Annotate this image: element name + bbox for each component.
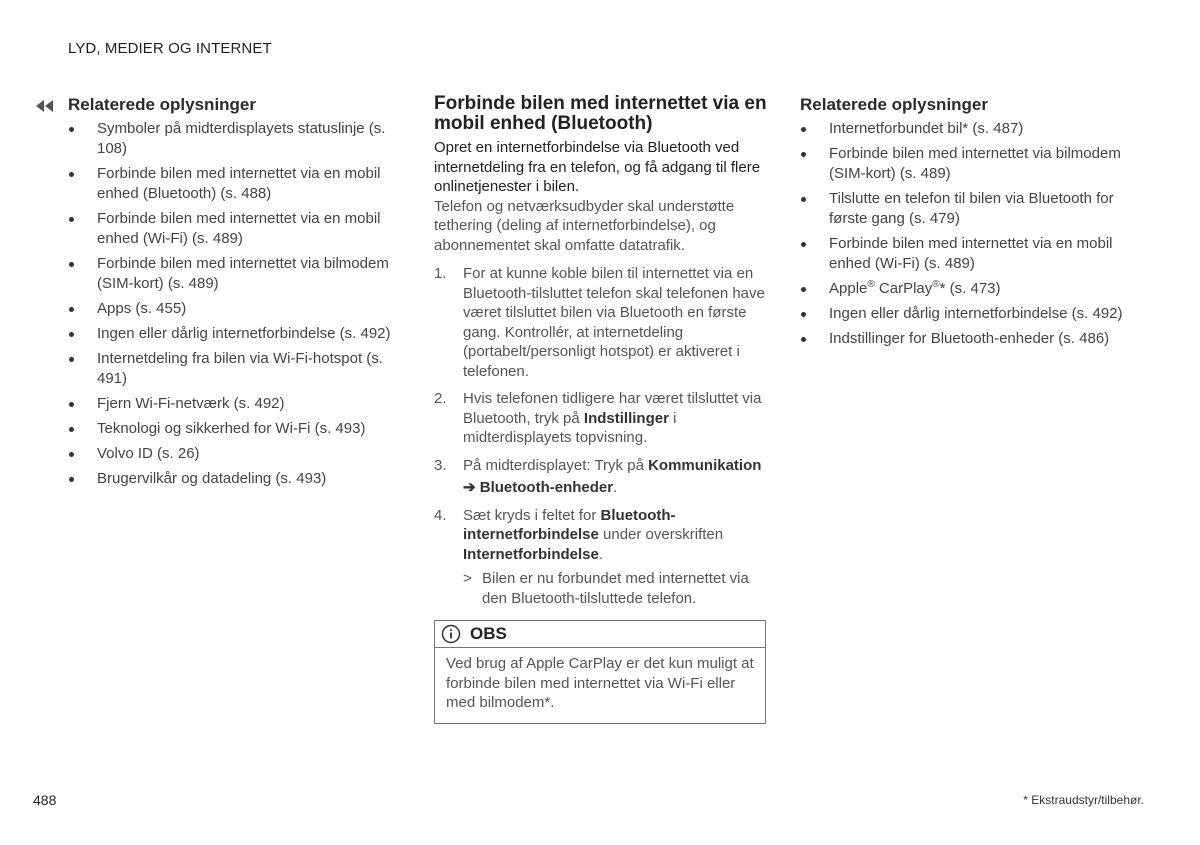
bullet-icon xyxy=(69,172,74,177)
list-item[interactable]: Forbinde bilen med internettet via en mobil enhed (Wi-Fi) (s. 489) xyxy=(800,234,1135,274)
list-item[interactable]: Forbinde bilen med internettet via en mobil enhed (Wi-Fi) (s. 489) xyxy=(68,209,403,249)
note-header xyxy=(435,621,765,648)
list-item[interactable]: Ingen eller dårlig internetforbindelse (s. 492) xyxy=(800,304,1135,324)
article-title: Forbinde bilen med internettet via en mobil enhed (Bluetooth) xyxy=(434,93,767,134)
bullet-icon xyxy=(801,287,806,292)
note-title: OBS xyxy=(470,624,507,643)
list-item[interactable]: Indstillinger for Bluetooth-enheder (s. 486) xyxy=(800,329,1135,349)
list-item[interactable]: Apple® CarPlay®* (s. 473) xyxy=(800,279,1135,299)
bullet-icon xyxy=(69,127,74,132)
list-item[interactable]: Brugervilkår og datadeling (s. 493) xyxy=(68,469,403,489)
section-title: Relaterede oplysninger xyxy=(800,95,989,114)
ui-term: Bluetooth-enheder xyxy=(479,479,614,496)
list-item[interactable]: Forbinde bilen med internettet via bilmodem (SIM-kort) (s. 489) xyxy=(800,144,1135,184)
info-icon xyxy=(441,624,461,644)
bullet-icon xyxy=(801,242,806,247)
list-item[interactable]: Internetdeling fra bilen via Wi-Fi-hotspot (s. 491) xyxy=(68,349,403,389)
related-links-list xyxy=(800,119,1135,349)
bullet-icon xyxy=(801,312,806,317)
step-item: 2. Hvis telefonen tidligere har været tilsluttet via Bluetooth, tryk på Indstillinger i midterdisplayets topvisning. xyxy=(434,390,762,446)
section-title: Relaterede oplysninger xyxy=(68,95,257,114)
list-item[interactable]: Internetforbundet bil* (s. 487) xyxy=(800,119,1135,139)
double-chevron-left-icon[interactable] xyxy=(36,100,54,112)
bullet-icon xyxy=(69,427,74,432)
main-article xyxy=(434,94,769,724)
ui-term: Indstillinger xyxy=(583,409,669,427)
page-number: 488 xyxy=(33,792,57,808)
step-result: > Bilen er nu forbundet med internettet via den Bluetooth-tilsluttede telefon. xyxy=(463,570,749,607)
ui-term: Internetforbindelse xyxy=(463,545,599,563)
bullet-icon xyxy=(69,262,74,267)
ui-term: Kommunikation xyxy=(648,456,762,474)
list-item[interactable]: Apps (s. 455) xyxy=(68,299,403,319)
list-item[interactable]: Forbinde bilen med internettet via en mobil enhed (Bluetooth) (s. 488) xyxy=(68,164,403,204)
ui-term: Bluetooth-internetforbindelse xyxy=(463,506,676,543)
bullet-icon xyxy=(69,332,74,337)
step-text: For at kunne koble bilen til internettet via en Bluetooth-tilsluttet telefon skal telefonen have været tilsluttet bilen via Bluetooth en første gang. Kontrollér, at internetdeling (portabelt/personligt hotspot) er aktiveret i telefonen. xyxy=(463,265,765,380)
step-item: 3. På midterdisplayet: Tryk på Kommunikation ➔ Bluetooth-enheder. xyxy=(434,456,762,496)
article-paragraph: Telefon og netværksudbyder skal understøtte tethering (deling af internetforbindelse), og abonnementet skal omfatte datatrafik. xyxy=(434,197,735,254)
arrow-right-icon: ➔ xyxy=(463,479,476,496)
bullet-icon xyxy=(69,452,74,457)
bullet-icon xyxy=(69,402,74,407)
article-intro: Opret en internetforbindelse via Bluetooth ved internetdeling fra en telefon, og få adgang til flere onlinetjenester i bilen. xyxy=(434,139,761,195)
step-item: 4. Sæt kryds i feltet for Bluetooth-internetforbindelse under overskriften Internetforbindelse. > Bilen er nu forbundet med internettet via den Bluetooth-tilsluttede telefon. xyxy=(434,506,769,609)
bullet-icon xyxy=(69,217,74,222)
list-item[interactable]: Volvo ID (s. 26) xyxy=(68,444,403,464)
note-text: Ved brug af Apple CarPlay er det kun muligt at forbinde bilen med internettet via Wi-Fi eller med bilmodem*. xyxy=(446,655,754,711)
list-item[interactable]: Forbinde bilen med internettet via bilmodem (SIM-kort) (s. 489) xyxy=(68,254,403,294)
related-info-left xyxy=(68,94,403,494)
running-header: LYD, MEDIER OG INTERNET xyxy=(68,40,272,57)
steps-list xyxy=(434,264,769,608)
bullet-icon xyxy=(801,127,806,132)
list-item[interactable]: Ingen eller dårlig internetforbindelse (s. 492) xyxy=(68,324,403,344)
list-item[interactable]: Symboler på midterdisplayets statuslinje (s. 108) xyxy=(68,119,403,159)
related-links-list xyxy=(68,119,403,489)
step-number: 4. xyxy=(434,506,447,524)
result-marker: > xyxy=(463,570,472,587)
bullet-icon xyxy=(801,197,806,202)
list-item[interactable]: Tilslutte en telefon til bilen via Bluetooth for første gang (s. 479) xyxy=(800,189,1135,229)
step-number: 3. xyxy=(434,456,447,474)
list-item[interactable]: Teknologi og sikkerhed for Wi-Fi (s. 493) xyxy=(68,419,403,439)
step-item xyxy=(434,264,769,381)
related-info-right xyxy=(800,94,1135,354)
bullet-icon xyxy=(69,307,74,312)
bullet-icon xyxy=(801,337,806,342)
footnote: * Ekstraudstyr/tilbehør. xyxy=(1023,793,1144,807)
bullet-icon xyxy=(69,357,74,362)
step-number: 1. xyxy=(434,265,447,282)
bullet-icon xyxy=(801,152,806,157)
note-box xyxy=(434,620,766,724)
step-number: 2. xyxy=(434,390,447,407)
bullet-icon xyxy=(69,477,74,482)
list-item[interactable]: Fjern Wi-Fi-netværk (s. 492) xyxy=(68,394,403,414)
